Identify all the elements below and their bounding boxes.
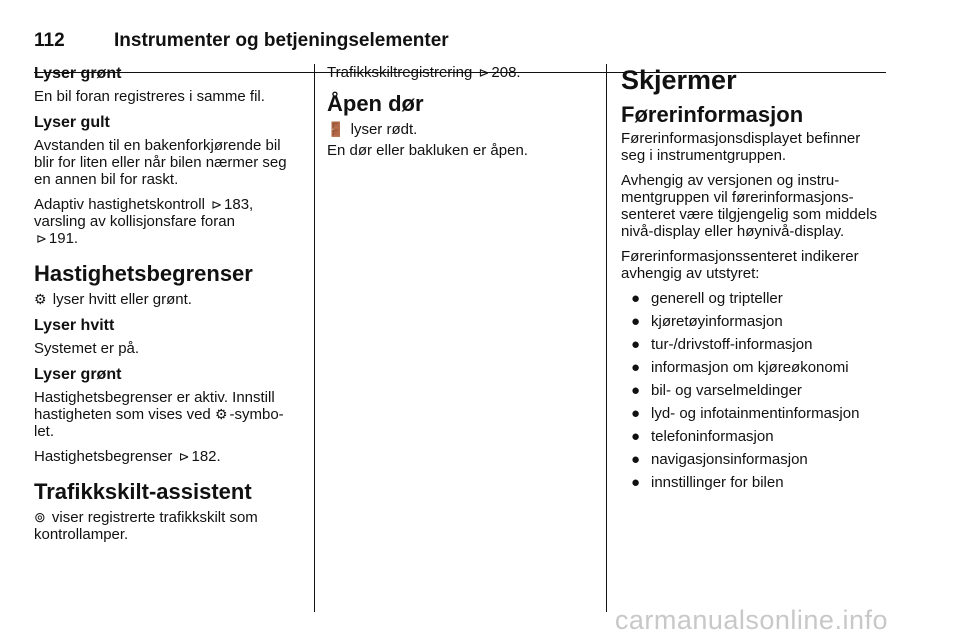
heading-skjermer: Skjermer [621,65,737,95]
limiter-ref-label: Hastighetsbegrenser [34,448,173,465]
list-item [621,336,883,354]
list-item-text: kjøretøyinformasjon [651,313,783,330]
column-1 [34,64,302,551]
column-divider-2 [606,64,607,612]
list-item-text: informasjon om kjøreøkonomi [651,359,849,376]
heading-trafikkskilt-assistent: Trafikkskilt-assistent [34,479,252,504]
list-item [621,313,883,331]
list-item-text: bil- og varselmeldinger [651,382,802,399]
list-item-text: innstillinger for bilen [651,474,784,491]
page-header [34,22,886,52]
heading-apen-dor: Åpen dør [327,91,424,116]
list-item [621,359,883,377]
tsa-description: viser registrerte trafikkskilt som kontrollamper. [34,509,258,543]
watermark-text: carmanualsonline.info [614,605,888,635]
text-dic-location: Førerinformasjonsdisplayet befinner seg i instrumentgruppen. [621,130,861,164]
door-open-icon: 🚪 [327,121,345,137]
symbol-suffix-text: -symbo-let. [34,406,284,440]
page-ref-208[interactable]: 208. [491,64,521,81]
text-limiter-ref [34,448,302,465]
text-door-red [327,121,595,138]
bullet-icon: ● [631,405,641,422]
list-item [621,405,883,423]
bullet-icon: ● [631,313,641,330]
list-item-text: navigasjonsinformasjon [651,451,808,468]
heading-forerinformasjon: Førerinformasjon [621,102,804,127]
reference-arrow-icon: ⊳ [36,231,47,246]
tsr-ref-label: Trafikkskiltregistrering [327,64,473,81]
list-item [621,428,883,446]
page-ref-183[interactable]: 183, [224,196,254,213]
limiter-active-text: Hastighetsbegrenser er aktiv. Innstill hastigheten som vises ved [34,389,275,423]
heading-hastighetsbegrenser: Hastighetsbegrenser [34,261,253,286]
column-2 [327,64,595,167]
column-3 [621,64,883,497]
page-number: 112 [34,30,65,51]
text-dic-indicates: Førerinformasjonssenteret indikerer avhengig av utstyret: [621,248,859,282]
limiter-description: lyser hvitt eller grønt. [52,291,192,308]
heading-lyser-gront: Lyser grønt [34,65,122,82]
page-ref-182[interactable]: 182. [191,448,221,465]
collision-warning-label: varsling av kollisjonsfare foran [34,213,235,230]
text-lyser-gult: Avstanden til en bakenforkjørende bil blir for liten eller når bilen nærmer seg en annen bil for raskt. [34,137,287,188]
list-item-text: lyd- og infotainmentinformasjon [651,405,860,422]
column-divider-1 [314,64,315,612]
list-item-text: telefoninformasjon [651,428,774,445]
bullet-icon: ● [631,359,641,376]
heading-lyser-gult: Lyser gult [34,114,110,131]
page-ref-191[interactable]: 191. [48,230,79,247]
text-limiter [34,291,302,308]
reference-arrow-icon: ⊳ [478,65,490,80]
text-lyser-gront-2 [34,389,302,440]
traffic-sign-icon: ⊚ [34,509,46,525]
info-bullet-list [621,290,883,492]
list-item [621,451,883,469]
bullet-icon: ● [631,336,641,353]
bullet-icon: ● [631,451,641,468]
heading-lyser-hvitt: Lyser hvitt [34,317,115,334]
text-adaptive-cruise [34,196,302,247]
list-item [621,474,883,492]
bullet-icon: ● [631,382,641,399]
reference-arrow-icon: ⊳ [211,197,223,212]
heading-lyser-gront-2: Lyser grønt [34,366,122,383]
text-lyser-hvitt: Systemet er på. [34,340,140,357]
text-lyser-gront: En bil foran registreres i samme fil. [34,88,265,105]
speed-limiter-icon: ⚙ [214,406,228,422]
reference-arrow-icon: ⊳ [178,449,190,464]
list-item [621,382,883,400]
list-item-text: tur-/drivstoff-informasjon [651,336,813,353]
adaptive-cruise-label: Adaptiv hastighetskontroll [34,196,205,213]
text-tsr-ref [327,64,595,81]
bullet-icon: ● [631,290,641,307]
list-item [621,290,883,308]
text-door-open: En dør eller bakluken er åpen. [327,142,528,159]
speed-limiter-icon: ⚙ [34,291,47,307]
section-title: Instrumenter og betjeningselementer [114,30,449,51]
bullet-icon: ● [631,474,641,491]
bullet-icon: ● [631,428,641,445]
text-dic-versions: Avhengig av versjonen og instru-mentgruppen vil førerinformasjons-senteret være tilgjengelig som middels nivå-display eller høynivå-display. [621,172,877,240]
door-red-description: lyser rødt. [350,121,418,138]
list-item-text: generell og tripteller [651,290,783,307]
text-tsa [34,509,302,543]
